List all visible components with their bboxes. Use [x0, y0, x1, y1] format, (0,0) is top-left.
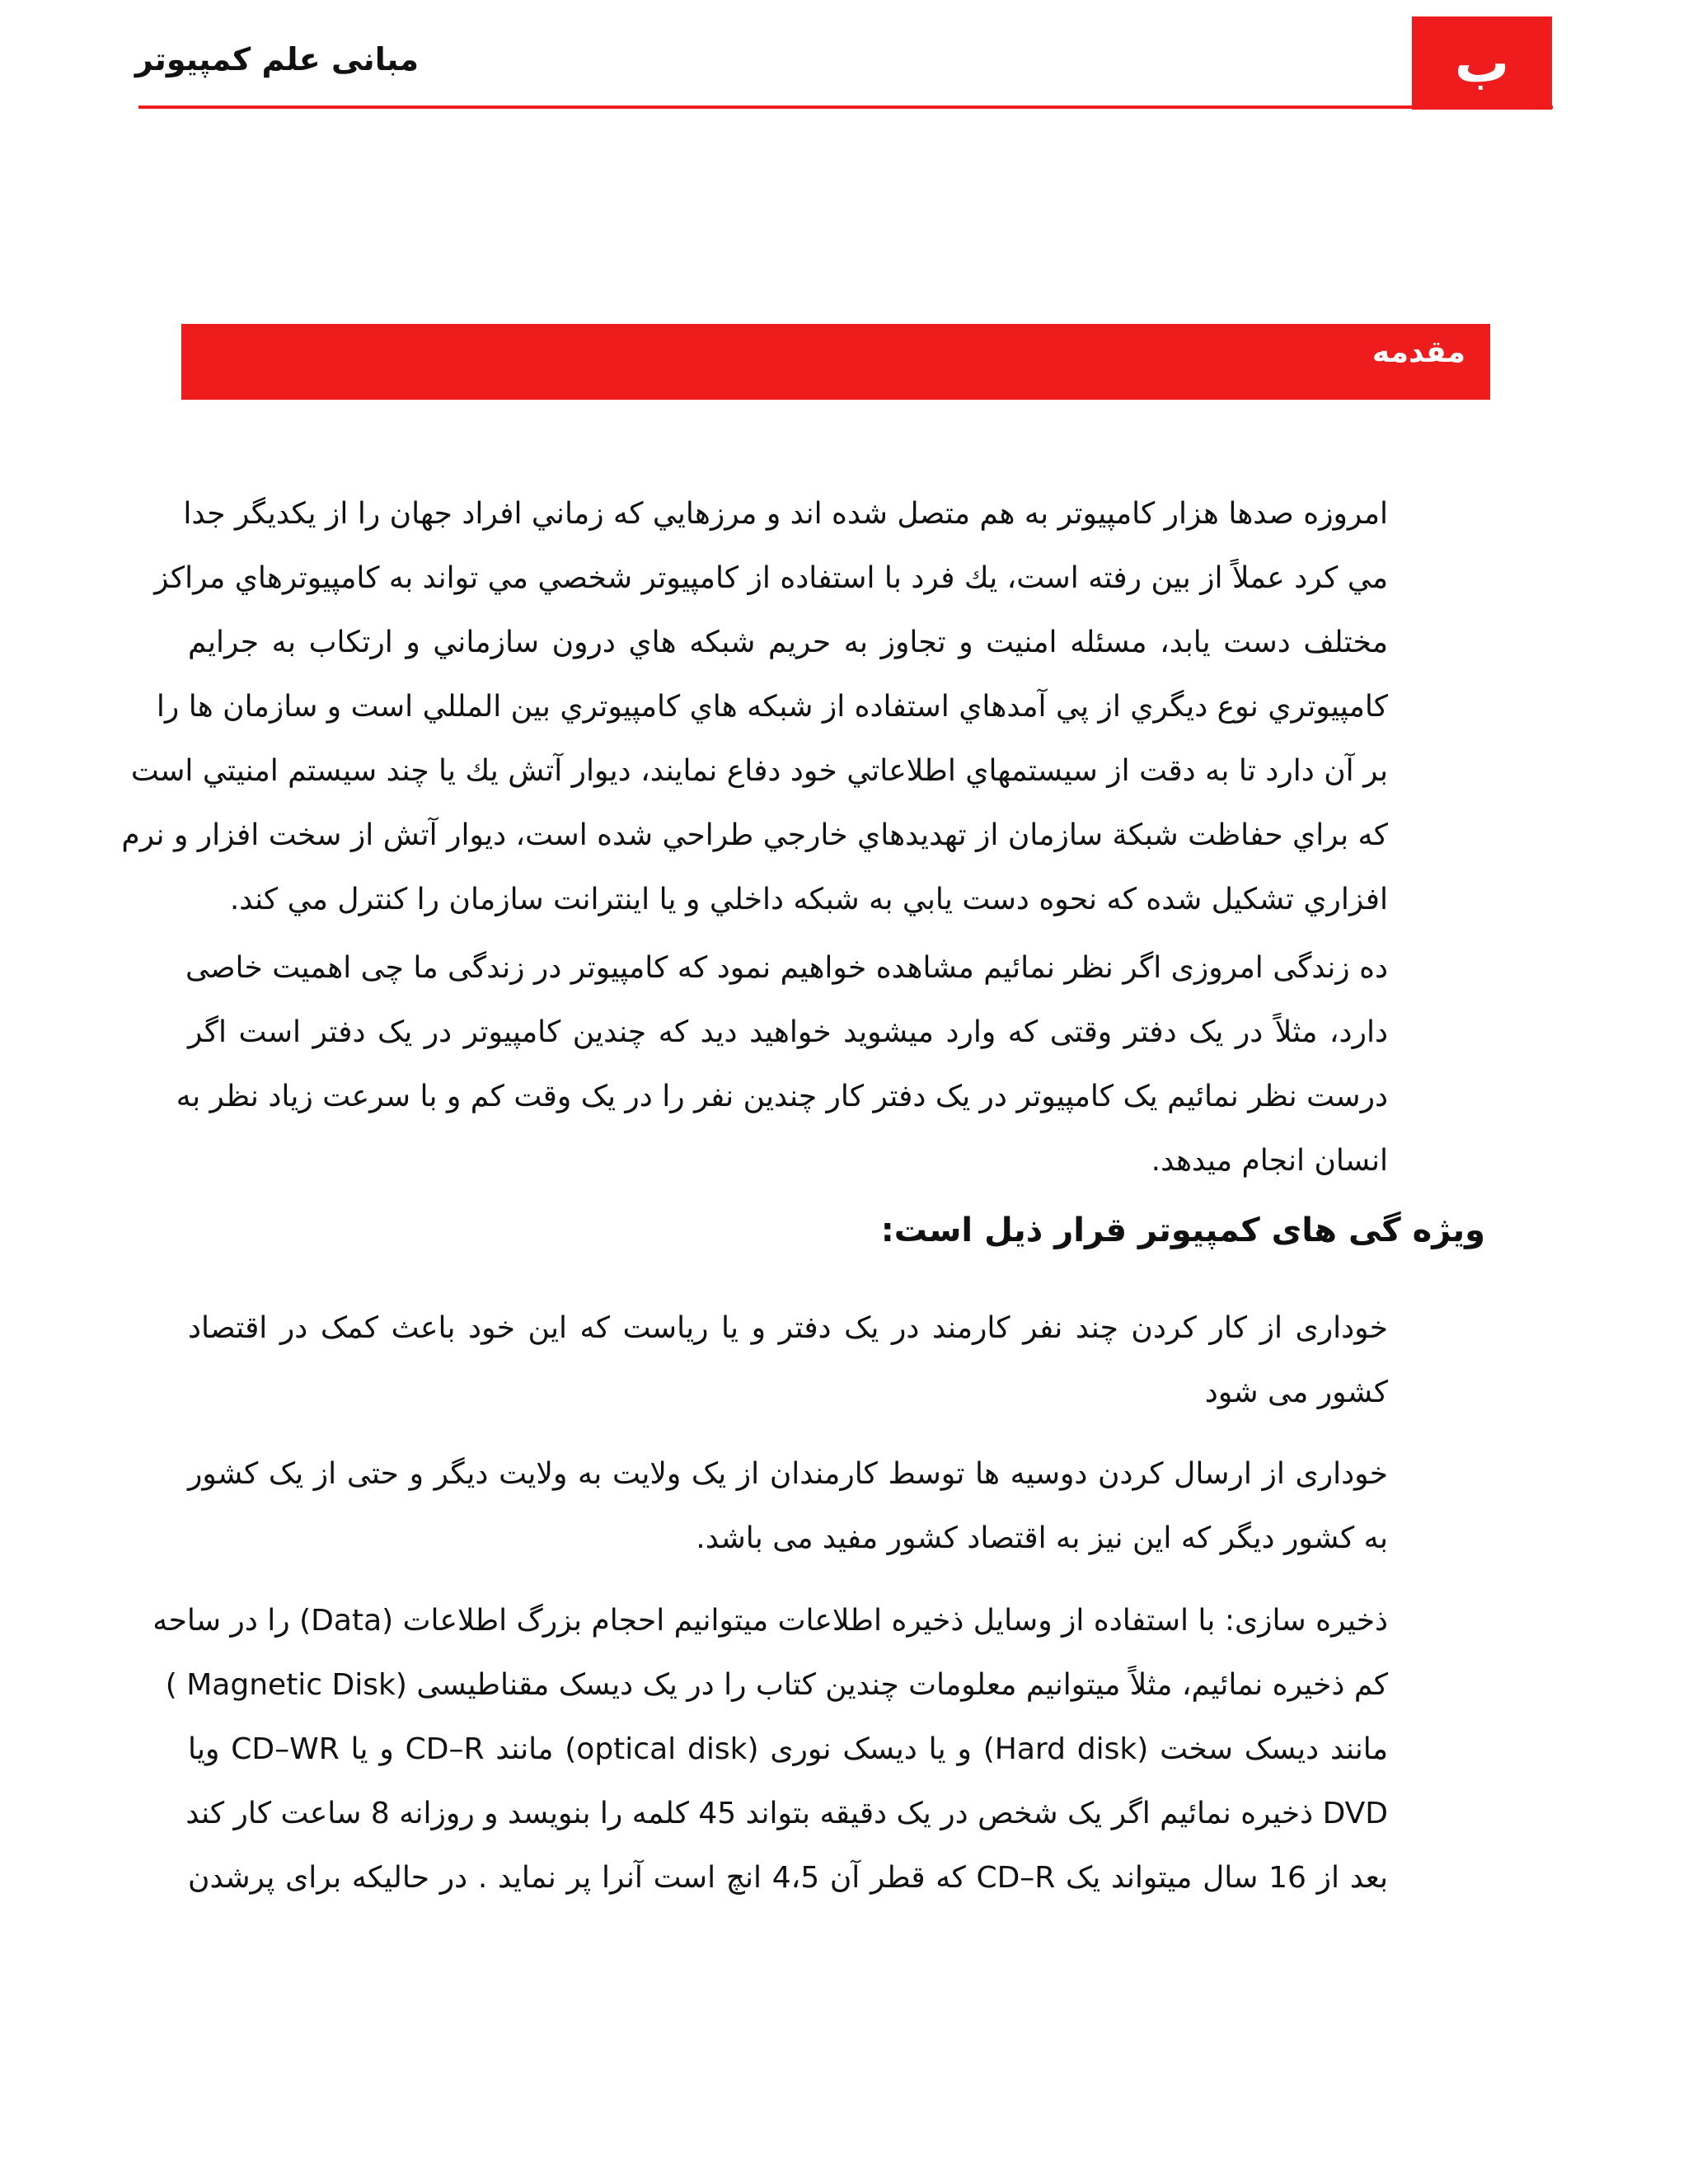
- paragraph-line: DVD ذخیره نمائیم اگر یک شخص در یک دقیقه بتواند 45 کلمه را بنویسد و روزانه 8 ساعت کار کند: [185, 1797, 1388, 1830]
- intro-paragraph: [121, 482, 1388, 932]
- paragraph-line: خوداری از کار کردن چند نفر کارمند در یک دفتر و یا ریاست که این خود باعث کمک در اقتصاد: [188, 1311, 1388, 1345]
- paragraph-line: ذخیره سازی: با استفاده از وسایل ذخیره اطلاعات میتوانیم احجام بزرگ اطلاعات (Data) را در ساحه: [152, 1604, 1388, 1638]
- paragraph-line: کم ذخیره نمائیم، مثلاً میتوانیم معلومات چندین کتاب را در یک دیسک مقناطیسی (Magnetic Disk ): [165, 1668, 1388, 1702]
- paragraph-line: مي كرد عملاً از بين رفته است، يك فرد با استفاده از كامپيوتر شخصي مي تواند به كامپيوترهاي مراكز: [154, 561, 1388, 595]
- paragraph-line: دارد، مثلاً در یک دفتر وقتی که وارد میشوید خواهید دید که چندین کامپیوتر در یک دفتر است اگر: [188, 1015, 1388, 1049]
- paragraph-line: خوداری از ارسال کردن دوسیه ها توسط کارمندان از یک ولایت به ولایت دیگر و حتی از یک کشور: [188, 1457, 1388, 1491]
- paragraph-line: امروزه صدها هزار كامپيوتر به هم متصل شده اند و مرزهايي كه زماني افراد جهان را از يكديگر جدا: [183, 497, 1388, 531]
- paragraph-line: انسان انجام میدهد.: [1151, 1144, 1388, 1178]
- paragraph-line: بر آن دارد تا به دقت از سيستمهاي اطلاعاتي خود دفاع نمايند، ديوار آتش يك يا چند سيستم امنيتي است: [130, 754, 1388, 788]
- feature-paragraph-storage: [152, 1589, 1389, 1910]
- paragraph-line: كامپيوتري نوع ديگري از پي آمدهاي استفاده از شبكه هاي كامپيوتري بين المللي است و سازمان ها را: [156, 690, 1388, 724]
- features-heading: ویژه گی های کمپیوتر قرار ذیل است:: [880, 1212, 1485, 1249]
- feature-paragraph-documents: [188, 1442, 1388, 1571]
- paragraph-line: کشور می شود: [1204, 1376, 1388, 1409]
- paragraph-line: ده زندگی امروزی اگر نظر نمائیم مشاهده خواهیم نمود که کامپیوتر در زندگی ما چی اهمیت خاصی: [185, 951, 1388, 985]
- importance-paragraph: [176, 936, 1388, 1193]
- paragraph-line: مختلف دست يابد، مسئله امنيت و تجاوز به حريم شبكه هاي درون سازماني و ارتكاب به جرايم: [188, 626, 1388, 659]
- page-number-badge: ب: [1412, 16, 1552, 110]
- header-divider: [138, 105, 1553, 109]
- section-title: مقدمه: [1372, 335, 1465, 369]
- section-heading-bar: [181, 324, 1490, 400]
- paragraph-line: به کشور دیگر که این نیز به اقتصاد کشور مفید می باشد.: [696, 1521, 1388, 1555]
- feature-paragraph-staff: [188, 1296, 1388, 1425]
- running-header-title: مبانی علم کمپیوتر: [134, 41, 419, 77]
- paragraph-line: مانند دیسک سخت (Hard disk) و یا دیسک نوری (optical disk) مانند CD–R و یا CD–WR ویا: [188, 1732, 1389, 1766]
- paragraph-line: افزاري تشكيل شده كه نحوه دست يابي به شبكه داخلي و يا اينترانت سازمان را كنترل مي كند.: [229, 883, 1388, 916]
- paragraph-line: درست نظر نمائیم یک کامپیوتر در یک دفتر کار چندین نفر را در یک وقت کم و با سرعت زیاد نظر به: [176, 1080, 1388, 1113]
- paragraph-line: بعد از 16 سال میتواند یک CD–R که قطر آن 4،5 انچ است آنرا پر نماید . در حالیکه برای پرشدن: [188, 1861, 1389, 1895]
- paragraph-line: كه براي حفاظت شبكة سازمان از تهديدهاي خارجي طراحي شده است، ديوار آتش از سخت افزار و نرم: [121, 818, 1388, 852]
